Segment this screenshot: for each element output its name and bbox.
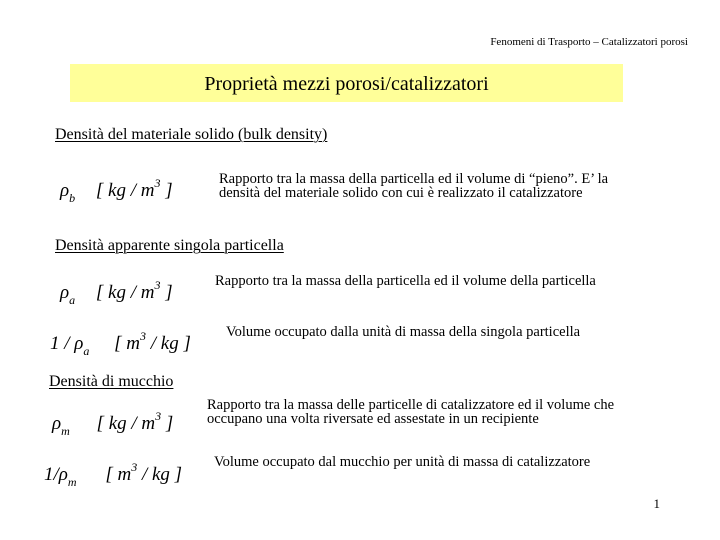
- formula-prefix: 1/: [44, 464, 59, 485]
- formula-symbol: ρ: [58, 464, 68, 485]
- formula-unit-close: / kg ]: [137, 464, 183, 485]
- description-rho-b: Rapporto tra la massa della particella ed il volume di “pieno”. E’ la densità del materiale solido con cui è realizzato il catalizzatore: [219, 171, 609, 201]
- formula-rho-m: [52, 405, 173, 442]
- formula-inverse-rho-m: [44, 456, 182, 493]
- formula-unit-close: ]: [160, 282, 173, 303]
- formula-unit: [ kg / m: [95, 180, 155, 201]
- formula-rho-a: [60, 274, 173, 311]
- formula-unit-exponent: 3: [131, 460, 138, 474]
- formula-symbol: ρ: [52, 413, 62, 434]
- section-heading-bulk-density: Densità del materiale solido (bulk density): [55, 126, 328, 143]
- formula-subscript: b: [69, 191, 76, 205]
- formula-unit-exponent: 3: [154, 176, 161, 190]
- page-number: 1: [653, 496, 660, 511]
- formula-unit-exponent: 3: [154, 278, 161, 292]
- description-inverse-rho-m: Volume occupato dal mucchio per unità di massa di catalizzatore: [214, 454, 591, 470]
- section-heading-particle-density: Densità apparente singola particella: [55, 237, 284, 254]
- formula-prefix: 1 /: [50, 333, 75, 354]
- formula-subscript: m: [67, 475, 77, 489]
- formula-subscript: m: [61, 424, 70, 438]
- formula-unit-exponent: 3: [155, 409, 162, 423]
- formula-unit-close: ]: [160, 180, 173, 201]
- description-inverse-rho-a: Volume occupato dalla unità di massa della singola particella: [226, 324, 581, 340]
- slide-title: Proprietà mezzi porosi/catalizzatori: [204, 73, 489, 95]
- slide-header: Fenomeni di Trasporto – Catalizzatori porosi: [490, 36, 688, 48]
- description-rho-m: Rapporto tra la massa delle particelle di catalizzatore ed il volume che occupano una volta riversate ed assestate in un recipiente: [207, 397, 615, 427]
- formula-unit: [ kg / m: [95, 282, 155, 303]
- formula-subscript: a: [69, 293, 76, 307]
- formula-unit: [ m: [114, 333, 141, 354]
- formula-unit-exponent: 3: [140, 329, 147, 343]
- section-heading-bulk-heap-density: Densità di mucchio: [49, 373, 174, 390]
- formula-rho-b: [60, 172, 173, 209]
- formula-unit: [ m: [105, 464, 132, 485]
- formula-unit: [ kg / m: [96, 413, 156, 434]
- formula-subscript: a: [83, 344, 90, 358]
- formula-symbol: ρ: [60, 282, 70, 303]
- description-rho-a: Rapporto tra la massa della particella ed il volume della particella: [215, 273, 596, 289]
- formula-symbol: ρ: [60, 180, 70, 201]
- formula-inverse-rho-a: [50, 325, 191, 362]
- formula-unit-close: ]: [161, 413, 174, 434]
- formula-symbol: ρ: [74, 333, 84, 354]
- formula-unit-close: / kg ]: [146, 333, 191, 354]
